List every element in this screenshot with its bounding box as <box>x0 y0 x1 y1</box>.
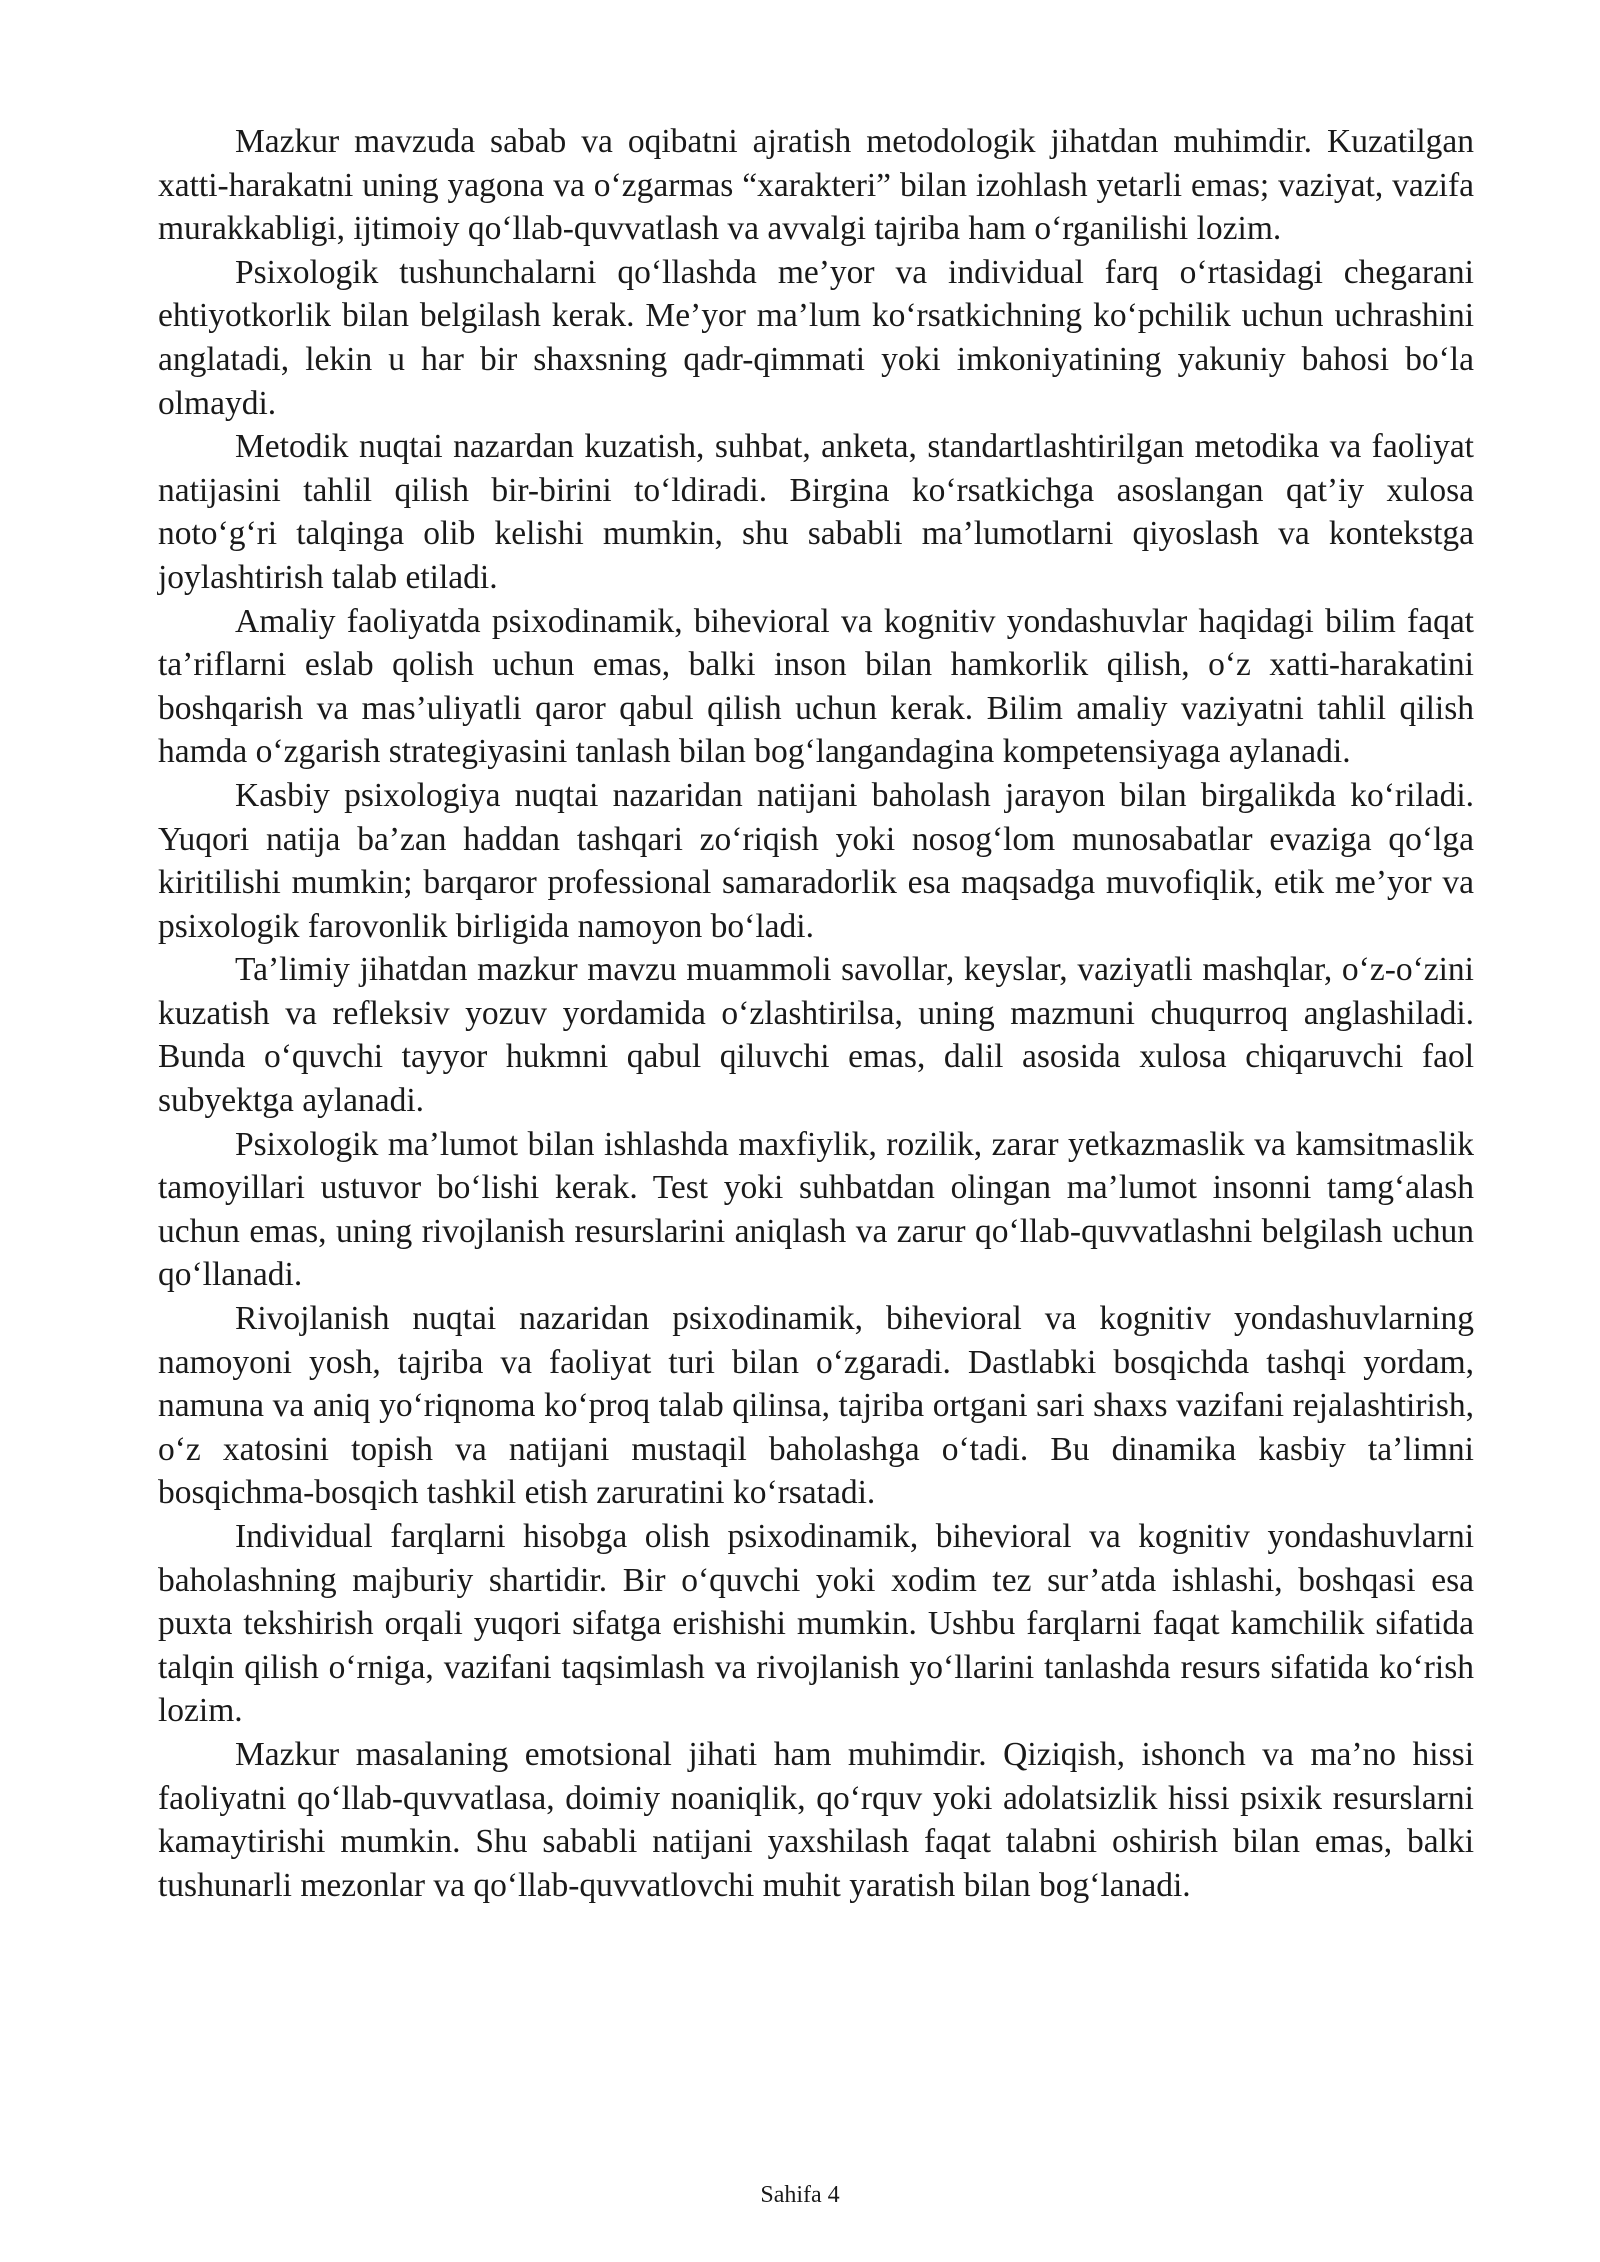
paragraph-10: Mazkur masalaning emotsional jihati ham muhimdir. Qiziqish, ishonch va ma’no hissi faoliyatni qo‘llab-quvvatlasa, doimiy noaniqlik, qo‘rquv yoki adolatsizlik hissi psixik resurslarni kamaytirishi mumkin. Shu sababli natijani yaxshilash faqat talabni oshirish bilan emas, balki tushunarli mezonlar va qo‘llab-quvvatlovchi muhit yaratish bilan bog‘lanadi. <box>158 1735 1474 1904</box>
paragraph-7: Psixologik ma’lumot bilan ishlashda maxfiylik, rozilik, zarar yetkazmaslik va kamsitmaslik tamoyillari ustuvor bo‘lishi kerak. Test yoki suhbatdan olingan ma’lumot insonni tamg‘alash uchun emas, uning rivojlanish resurslarini aniqlash va zarur qo‘llab-quvvatlashni belgilash uchun qo‘llanadi. <box>158 1125 1474 1294</box>
paragraph-6: Ta’limiy jihatdan mazkur mavzu muammoli savollar, keyslar, vaziyatli mashqlar, o‘z-o‘zini kuzatish va refleksiv yozuv yordamida o‘zlashtirilsa, uning mazmuni chuqurroq anglashiladi. Bunda o‘quvchi tayyor hukmni qabul qiluvchi emas, dalil asosida xulosa chiqaruvchi faol subyektga aylanadi. <box>158 951 1474 1120</box>
body-text <box>158 120 1474 1907</box>
paragraph-5: Kasbiy psixologiya nuqtai nazaridan natijani baholash jarayon bilan birgalikda ko‘riladi. Yuqori natija ba’zan haddan tashqari zo‘riqish yoki nosog‘lom munosabatlar evaziga qo‘lga kiritilishi mumkin; barqaror professional samaradorlik esa maqsadga muvofiqlik, etik me’yor va psixologik farovonlik birligida namoyon bo‘ladi. <box>158 776 1474 945</box>
paragraph-4: Amaliy faoliyatda psixodinamik, bihevioral va kognitiv yondashuvlar haqidagi bilim faqat ta’riflarni eslab qolish uchun emas, balki inson bilan hamkorlik qilish, o‘z xatti-harakatini boshqarish va mas’uliyatli qaror qabul qilish uchun kerak. Bilim amaliy vaziyatni tahlil qilish hamda o‘zgarish strategiyasini tanlash bilan bog‘langandagina kompetensiyaga aylanadi. <box>158 602 1474 771</box>
paragraph-9: Individual farqlarni hisobga olish psixodinamik, bihevioral va kognitiv yondashuvlarni baholashning majburiy shartidir. Bir o‘quvchi yoki xodim tez sur’atda ishlashi, boshqasi esa puxta tekshirish orqali yuqori sifatga erishishi mumkin. Ushbu farqlarni faqat kamchilik sifatida talqin qilish o‘rniga, vazifani taqsimlash va rivojlanish yo‘llarini tanlashda resurs sifatida ko‘rish lozim. <box>158 1518 1474 1730</box>
page-number: Sahifa 4 <box>760 2182 840 2208</box>
paragraph-8: Rivojlanish nuqtai nazaridan psixodinamik, bihevioral va kognitiv yondashuvlarning namoyoni yosh, tajriba va faoliyat turi bilan o‘zgaradi. Dastlabki bosqichda tashqi yordam, namuna va aniq yo‘riqnoma ko‘proq talab qilinsa, tajriba ortgani sari shaxs vazifani rejalashtirish, o‘z xatosini topish va natijani mustaqil baholashga o‘tadi. Bu dinamika kasbiy ta’limni bosqichma-bosqich tashkil etish zaruratini ko‘rsatadi. <box>158 1300 1474 1512</box>
paragraph-2: Psixologik tushunchalarni qo‘llashda me’yor va individual farq o‘rtasidagi chegarani ehtiyotkorlik bilan belgilash kerak. Me’yor ma’lum ko‘rsatkichning ko‘pchilik uchun uchrashini anglatadi, lekin u har bir shaxsning qadr-qimmati yoki imkoniyatining yakuniy bahosi bo‘la olmaydi. <box>158 253 1474 422</box>
paragraph-3: Metodik nuqtai nazardan kuzatish, suhbat, anketa, standartlashtirilgan metodika va faoliyat natijasini tahlil qilish bir-birini to‘ldiradi. Birgina ko‘rsatkichga asoslangan qat’iy xulosa noto‘g‘ri talqinga olib kelishi mumkin, shu sababli ma’lumotlarni qiyoslash va kontekstga joylashtirish talab etiladi. <box>158 428 1474 596</box>
paragraph-1: Mazkur mavzuda sabab va oqibatni ajratish metodologik jihatdan muhimdir. Kuzatilgan xatti-harakatni uning yagona va o‘zgarmas “xarakteri” bilan izohlash yetarli emas; vaziyat, vazifa murakkabligi, ijtimoiy qo‘llab-quvvatlash va avvalgi tajriba ham o‘rganilishi lozim. <box>158 123 1474 248</box>
